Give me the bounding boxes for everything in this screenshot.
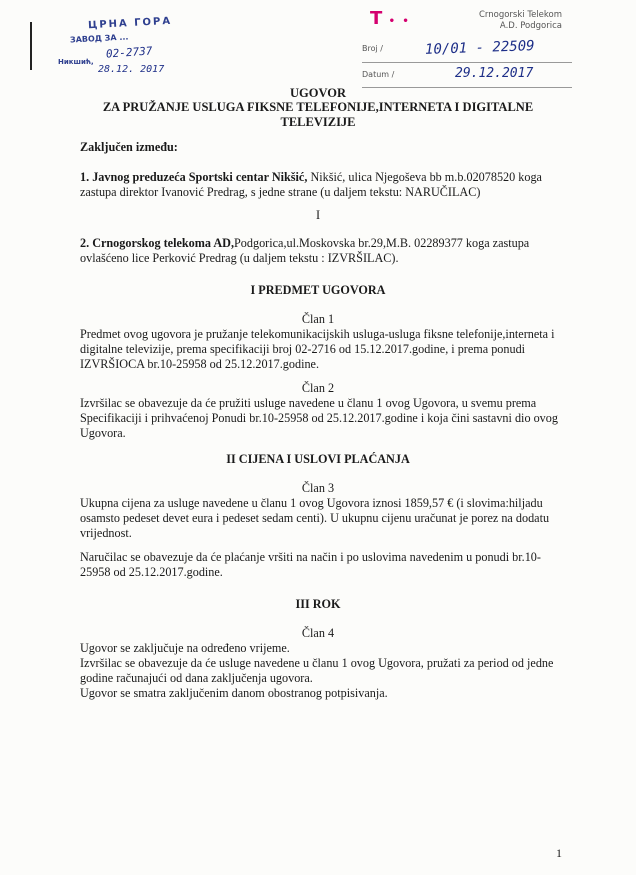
broj-value: 10/01 - 22509 <box>424 38 535 58</box>
broj-underline <box>362 62 572 63</box>
stamp-line-3: Никшић, <box>58 58 94 66</box>
clan-4-line-1: Ugovor se zaključuje na određeno vrijeme. <box>80 641 290 655</box>
stamp-line-2: ЗАВОД ЗА ... <box>69 32 129 45</box>
party-1: 1. Javnog preduzeća Sportski centar Nikšić, Nikšić, ulica Njegoševa bb m.b.02078520 koga zastupa direktor Ivanović Predrag, s jedne strane (u daljem tekstu: NARUČILAC) <box>80 170 542 199</box>
stamp-line-1: ЦРНА ГОРА <box>87 15 173 32</box>
telekom-logo-icon: T • • <box>370 8 411 29</box>
clan-2-text: Izvršilac se obavezuje da će pružiti usluge navedene u članu 1 ovog Ugovora, u svemu prema Specifikaciji i prihvaćenoj Ponudi br.10-25958 od 25.12.2017.godine i koja čini sastavni dio ovog Ugovora. <box>80 396 558 440</box>
stamp-handwritten-number: 02-2737 <box>105 44 153 61</box>
datum-label: Datum / <box>362 70 395 79</box>
page-number: 1 <box>556 846 562 860</box>
clan-3-text-2: Naručilac se obavezuje da će plaćanje vršiti na način i po uslovima navedenim u ponudi br.10-25958 od 25.12.2017.godine. <box>80 550 541 579</box>
section-rok-heading: III ROK <box>295 597 341 611</box>
document-subtitle: ZA PRUŽANJE USLUGA FIKSNE TELEFONIJE,INTERNETA I DIGITALNE TELEVIZIJE <box>102 100 534 129</box>
received-stamp <box>50 15 200 88</box>
clan-2-heading: Član 2 <box>301 381 335 395</box>
broj-label: Broj / <box>362 44 383 53</box>
clan-1-text: Predmet ovog ugovora je pružanje telekomunikacijskih usluga-usluga fiksne telefonije,interneta i digitalne televizije, prema specifikaciji broj 02-2716 od 15.12.2017.godine, i prema ponudi IZVRŠIOCA br.10-25958 od 25.12.2017.godine. <box>80 327 555 371</box>
clan-4-heading: Član 4 <box>301 626 335 640</box>
stamp-handwritten-date: 28.12. 2017 <box>98 64 165 75</box>
binder-mark <box>30 22 32 70</box>
clan-1-heading: Član 1 <box>301 312 335 326</box>
clan-4-line-3: Ugovor se smatra zaključenim danom obostranog potpisivanja. <box>80 686 388 700</box>
company-name: Crnogorski Telekom A.D. Podgorica <box>478 10 562 31</box>
clan-3-heading: Član 3 <box>301 481 335 495</box>
document-title: UGOVOR <box>290 86 346 100</box>
party-separator: I <box>315 208 321 222</box>
datum-value: 29.12.2017 <box>455 66 534 81</box>
clan-4-line-2: Izvršilac se obavezuje da će usluge navedene u članu 1 ovog Ugovora, pružati za period od jedne godine računajući od dana zaključenja ugovora. <box>80 656 554 685</box>
section-predmet-heading: I PREDMET UGOVORA <box>250 283 386 297</box>
clan-3-text: Ukupna cijena za usluge navedene u članu 1 ovog Ugovora iznosi 1859,57 € (i slovima:hiljadu osamsto pedeset devet eura i pedeset sedam centi). U ukupnu cijenu uračunat je porez na dodatu vrijednost. <box>80 496 550 540</box>
concluded-between: Zaključen između: <box>80 140 178 154</box>
section-cijena-heading: II CIJENA I USLOVI PLAĆANJA <box>226 452 410 466</box>
party-2: 2. Crnogorskog telekoma AD,Podgorica,ul.Moskovska br.29,M.B. 02289377 koga zastupa ovlašćeno lice Perković Predrag (u daljem tekstu : IZVRŠILAC). <box>80 236 530 265</box>
